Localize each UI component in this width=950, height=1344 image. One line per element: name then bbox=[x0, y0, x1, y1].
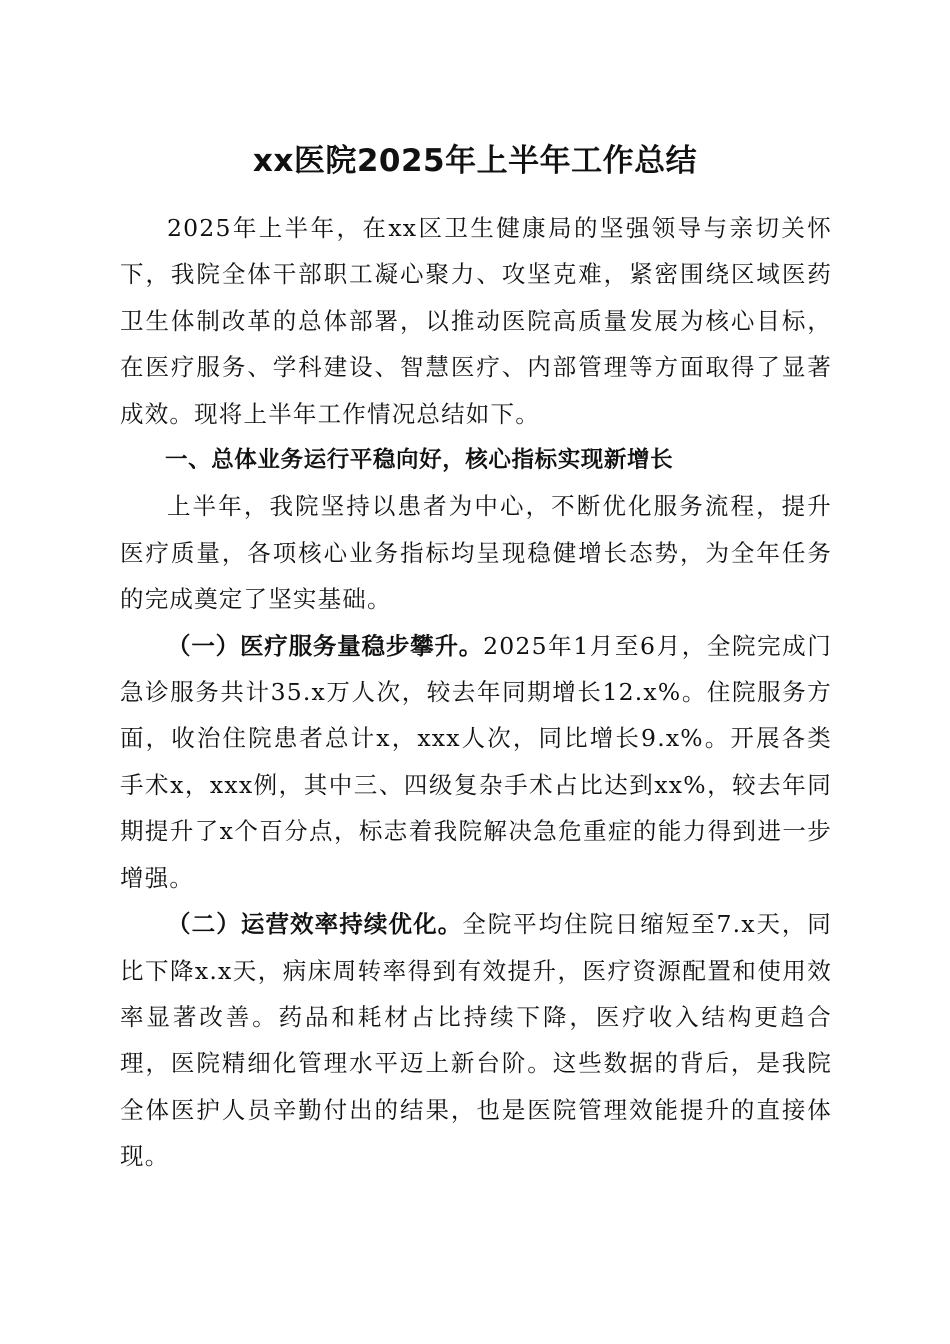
section-heading-1: 一、总体业务运行平稳向好，核心指标实现新增长 bbox=[165, 447, 674, 474]
document-body bbox=[120, 205, 832, 1180]
subsection-2-lead: （二）运营效率持续优化。 bbox=[167, 910, 463, 939]
subsection-2-paragraph bbox=[120, 901, 832, 1179]
intro-paragraph: 2025年上半年，在xx区卫生健康局的坚强领导与亲切关怀下，我院全体干部职工凝心聚力、攻坚克难，紧密围绕区域医药卫生体制改革的总体部署，以推动医院高质量发展为核心目标，在医疗服务、学科建设、智慧医疗、内部管理等方面取得了显著成效。现将上半年工作情况总结如下。 bbox=[120, 214, 832, 428]
section-1-intro-paragraph: 上半年，我院坚持以患者为中心，不断优化服务流程，提升医疗质量，各项核心业务指标均呈现稳健增长态势，为全年任务的完成奠定了坚实基础。 bbox=[120, 492, 832, 614]
document-title: xx医院2025年上半年工作总结 bbox=[252, 143, 698, 179]
subsection-1-paragraph bbox=[120, 623, 832, 901]
subsection-1-lead: （一）医疗服务量稳步攀升。 bbox=[167, 631, 484, 660]
subsection-1-text: 2025年1月至6月，全院完成门急诊服务共计35.x万人次，较去年同期增长12.x%。住院服务方面，收治住院患者总计x，xxx人次，同比增长9.x%。开展各类手术x，xxx例，其中三、四级复杂手术占比达到xx%，较去年同期提升了x个百分点，标志着我院解决急危重症的能力得到进一步增强。 bbox=[120, 631, 832, 892]
subsection-2-text: 全院平均住院日缩短至7.x天，同比下降x.x天，病床周转率得到有效提升，医疗资源配置和使用效率显著改善。药品和耗材占比持续下降，医疗收入结构更趋合理，医院精细化管理水平迈上新台阶。这些数据的背后，是我院全体医护人员辛勤付出的结果，也是医院管理效能提升的直接体现。 bbox=[120, 910, 832, 1171]
